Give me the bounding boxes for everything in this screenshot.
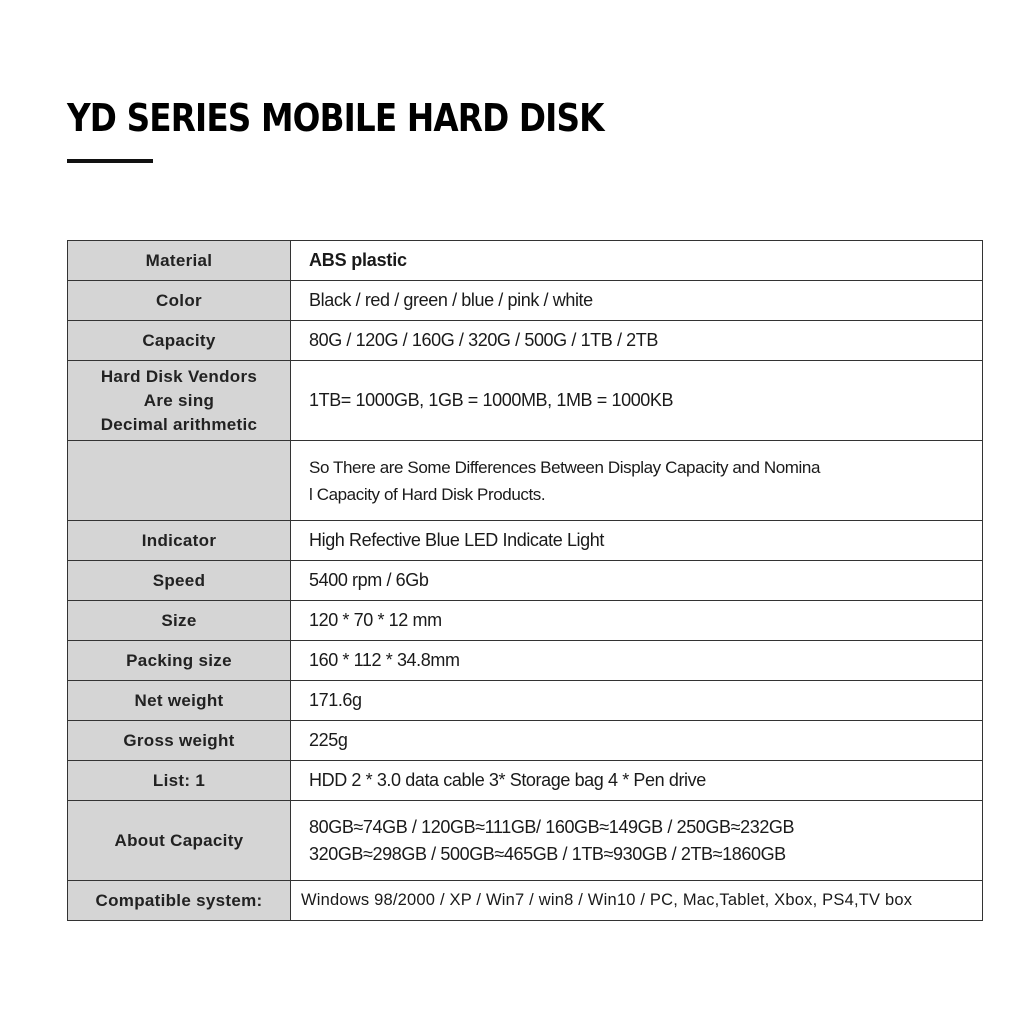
spec-row-list xyxy=(68,761,983,801)
spec-value-net-weight: 171.6g xyxy=(291,681,983,721)
spec-label-capacity: Capacity xyxy=(68,321,291,361)
spec-value-color: Black / red / green / blue / pink / white xyxy=(291,281,983,321)
spec-label-material: Material xyxy=(68,241,291,281)
spec-value-list: HDD 2 * 3.0 data cable 3* Storage bag 4 * Pen drive xyxy=(291,761,983,801)
spec-value-capacity: 80G / 120G / 160G / 320G / 500G / 1TB / 2TB xyxy=(291,321,983,361)
spec-row-note xyxy=(68,441,983,521)
spec-value-compatible: Windows 98/2000 / XP / Win7 / win8 / Win10 / PC, Mac,Tablet, Xbox, PS4,TV box xyxy=(291,881,983,921)
spec-row-about-capacity xyxy=(68,801,983,881)
spec-label-note xyxy=(68,441,291,521)
title-underline xyxy=(67,159,153,163)
spec-row-vendors xyxy=(68,361,983,441)
spec-label-about-capacity: About Capacity xyxy=(68,801,291,881)
spec-value-vendors: 1TB= 1000GB, 1GB = 1000MB, 1MB = 1000KB xyxy=(291,361,983,441)
spec-label-vendors xyxy=(68,361,291,441)
spec-label-color: Color xyxy=(68,281,291,321)
spec-value-note xyxy=(291,441,983,521)
spec-row-compatible xyxy=(68,881,983,921)
spec-value-material: ABS plastic xyxy=(291,241,983,281)
note-line: l Capacity of Hard Disk Products. xyxy=(309,484,546,504)
spec-value-size: 120 * 70 * 12 mm xyxy=(291,601,983,641)
spec-label-size: Size xyxy=(68,601,291,641)
spec-label-speed: Speed xyxy=(68,561,291,601)
spec-row-packing-size xyxy=(68,641,983,681)
spec-label-packing-size: Packing size xyxy=(68,641,291,681)
spec-row-size xyxy=(68,601,983,641)
spec-row-indicator xyxy=(68,521,983,561)
spec-table xyxy=(67,240,983,921)
about-capacity-line: 80GB≈74GB / 120GB≈111GB/ 160GB≈149GB / 250GB≈232GB xyxy=(309,816,795,837)
spec-row-capacity xyxy=(68,321,983,361)
spec-value-packing-size: 160 * 112 * 34.8mm xyxy=(291,641,983,681)
spec-row-color xyxy=(68,281,983,321)
vendors-label-line: Are sing xyxy=(143,390,215,410)
spec-row-material xyxy=(68,241,983,281)
spec-label-gross-weight: Gross weight xyxy=(68,721,291,761)
vendors-label-line: Decimal arithmetic xyxy=(100,414,258,434)
page-title: YD SERIES MOBILE HARD DISK xyxy=(67,96,604,140)
about-capacity-line: 320GB≈298GB / 500GB≈465GB / 1TB≈930GB / 2TB≈1860GB xyxy=(309,843,786,864)
spec-value-gross-weight: 225g xyxy=(291,721,983,761)
spec-value-about-capacity xyxy=(291,801,983,881)
spec-value-speed: 5400 rpm / 6Gb xyxy=(291,561,983,601)
spec-label-indicator: Indicator xyxy=(68,521,291,561)
vendors-label-line: Hard Disk Vendors xyxy=(100,366,258,386)
spec-row-net-weight xyxy=(68,681,983,721)
spec-row-speed xyxy=(68,561,983,601)
spec-row-gross-weight xyxy=(68,721,983,761)
spec-label-list: List: 1 xyxy=(68,761,291,801)
spec-value-indicator: High Refective Blue LED Indicate Light xyxy=(291,521,983,561)
spec-label-compatible: Compatible system: xyxy=(68,881,291,921)
spec-label-net-weight: Net weight xyxy=(68,681,291,721)
note-line: So There are Some Differences Between Display Capacity and Nomina xyxy=(309,457,821,477)
